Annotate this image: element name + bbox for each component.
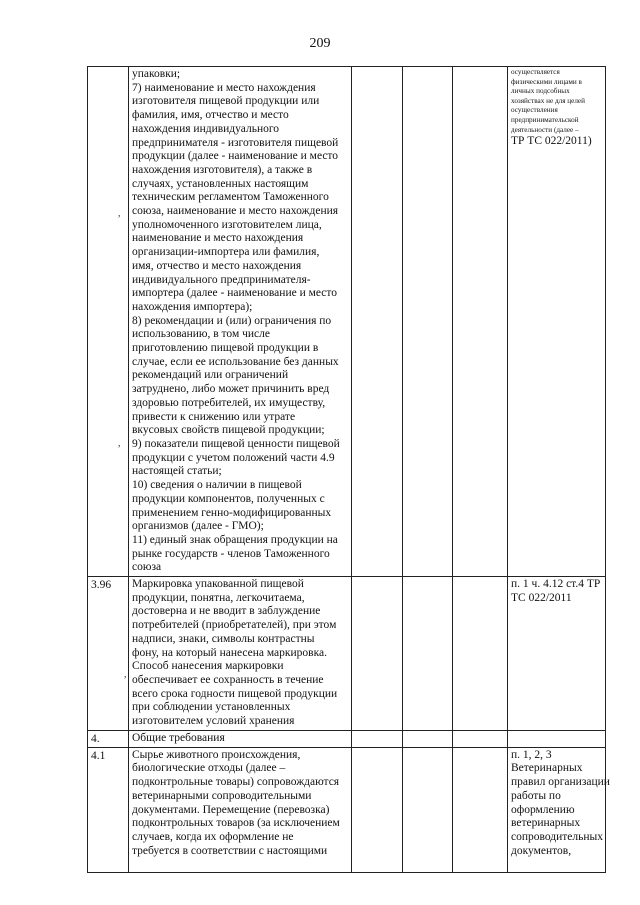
table-row [88,577,606,731]
requirement-text [129,67,352,577]
requirement-line: затруднено, либо может причинить вред [132,383,330,396]
row-number: 4.1 [88,747,129,872]
answer-no-cell [403,67,453,577]
page-number: 209 [309,36,331,51]
margin-mark: , [118,438,121,449]
requirement-line: 8) рекомендации и (или) ограничения по [132,314,332,327]
requirement-line: надписи, знаки, символы контрастны [132,632,315,645]
answer-yes-cell [352,67,403,577]
reference-line: ветеринарных [511,817,581,830]
requirement-line: вкусовых свойств пищевой продукции; [132,424,325,437]
answer-na-cell [453,747,508,872]
fine-print-line: личных подсобных [511,87,570,96]
requirement-line: ветеринарными сопроводительными [132,789,312,802]
requirement-line: организации-импортера или фамилия, [132,246,320,259]
requirement-line: продукции компонентов, полученных с [132,492,325,505]
requirement-line: случае, если ее использование без данных [132,355,339,368]
requirement-line: использованию, в том числе [132,328,270,341]
requirement-line: индивидуального предпринимателя- [132,273,311,286]
row-number: 3.96 [88,577,129,731]
table-row [88,730,606,747]
answer-yes-cell [352,577,403,731]
requirement-line: достоверна и не вводит в заблуждение [132,605,321,618]
requirement-line: упаковки; [132,68,181,80]
legal-reference [508,747,610,872]
requirement-line: потребителей (приобретателей), при этом [132,619,337,632]
requirement-line: применением генно-модифицированных [132,506,332,519]
table-row [88,747,606,872]
reference-line: сопроводительных [511,830,604,843]
requirement-line: Маркировка упакованной пищевой [132,578,304,591]
reference-line: п. 1 ч. 4.12 ст.4 ТР [511,578,601,591]
table-row [88,67,606,577]
requirement-line: Общие требования [132,731,225,744]
reference-line: оформлению [511,803,575,816]
row-number: 4. [88,730,129,747]
legal-reference-fine-print [511,68,602,135]
requirement-line: предпринимателя - изготовителя пищевой [132,136,339,149]
requirement-line: случаев, когда их оформление не [132,830,294,843]
requirement-line: 11) единый знак обращения продукции на [132,533,338,546]
requirement-line: изготовителем условий хранения [132,715,295,728]
fine-print-line: хозяйствах не для целей [511,96,585,105]
requirement-line: нахождения изготовителя), а также в [132,163,313,176]
requirement-line: 10) сведения о наличии в пищевой [132,479,302,492]
requirement-line: здоровью потребителей, их имуществу, [132,396,326,409]
fine-print-line: осуществляется [511,68,560,76]
requirement-line: союза [132,561,162,574]
requirement-line: документами. Перемещение (перевозка) [132,803,330,816]
requirements-table [87,66,610,873]
requirement-line: 9) показатели пищевой ценности пищевой [132,437,340,450]
requirement-line: рынке государств - членов Таможенного [132,547,330,560]
legal-reference [508,67,606,577]
answer-na-cell [453,577,508,731]
legal-reference-text [511,135,602,149]
requirement-line: 7) наименование и место нахождения [132,81,316,94]
requirement-line: продукции, понятна, легкочитаема, [132,591,305,604]
reference-line: работы по [511,789,561,802]
requirement-line: приготовлению пищевой продукции в [132,342,319,355]
requirement-line: организмов (далее - ГМО); [132,520,264,533]
legal-reference-text [511,748,610,859]
requirement-line: привести к снижению или утрате [132,410,296,423]
answer-no-cell [403,577,453,731]
answer-no-cell [403,747,453,872]
requirement-line: требуется в соответствии с настоящими [132,844,328,857]
requirement-line: фону, на который нанесена маркировка. [132,646,327,659]
legal-reference [508,730,606,747]
requirement-line: биологические отходы (далее – [132,762,286,775]
requirement-line: изготовителя пищевой продукции или [132,95,320,108]
requirement-line: уполномоченного изготовителем лица, [132,218,322,231]
answer-yes-cell [352,730,403,747]
reference-line: документов, [511,844,572,857]
requirement-line: нахождения индивидуального [132,122,280,135]
fine-print-line: предпринимательской [511,115,579,124]
requirement-line: союза, наименование и место нахождения [132,205,339,218]
legal-reference-text [511,578,602,605]
requirement-line: Способ нанесения маркировки [132,660,284,673]
requirement-line: обеспечивает ее сохранность в течение [132,673,324,686]
requirement-line: продукции с учетом положений части 4.9 [132,451,335,464]
row-number [88,67,129,577]
reference-line: правил организации [511,776,610,789]
reference-line: Ветеринарных [511,762,583,775]
requirement-text [129,747,352,872]
requirement-line: случаях, установленных настоящим [132,177,309,190]
requirement-line: имя, отчество и место нахождения [132,259,302,272]
reference-line: ТР ТС 022/2011) [511,135,592,148]
requirement-line: при соблюдении установленных [132,701,291,714]
requirement-line: импортера (далее - наименование и место [132,287,338,300]
reference-line: п. 1, 2, 3 [511,748,552,761]
requirement-line: фамилия, имя, отчество и место [132,109,289,122]
requirement-text [129,577,352,731]
requirement-line: техническим регламентом Таможенного [132,191,329,204]
margin-mark: , [124,669,127,680]
fine-print-line: деятельности (далее – [511,125,579,134]
answer-no-cell [403,730,453,747]
answer-na-cell [453,730,508,747]
requirement-line: настоящей статьи; [132,465,222,478]
requirement-text [129,730,352,747]
requirement-line: рекомендаций или ограничений [132,369,289,382]
fine-print-line: физическими лицами в [511,77,582,86]
requirement-line: наименование и место нахождения [132,232,304,245]
legal-reference [508,577,606,731]
requirement-line: продукции (далее - наименование и место [132,150,339,163]
answer-na-cell [453,67,508,577]
requirement-line: подконтрольных товаров (за исключением [132,817,340,830]
margin-mark: , [118,208,121,219]
reference-line: ТС 022/2011 [511,591,572,604]
requirement-line: всего срока годности пищевой продукции [132,687,338,700]
requirement-line: подконтрольные товары) сопровождаются [132,776,340,789]
fine-print-line: осуществления [511,106,558,115]
requirement-line: нахождения импортера); [132,300,253,313]
requirement-line: Сырье животного происхождения, [132,748,301,761]
answer-yes-cell [352,747,403,872]
